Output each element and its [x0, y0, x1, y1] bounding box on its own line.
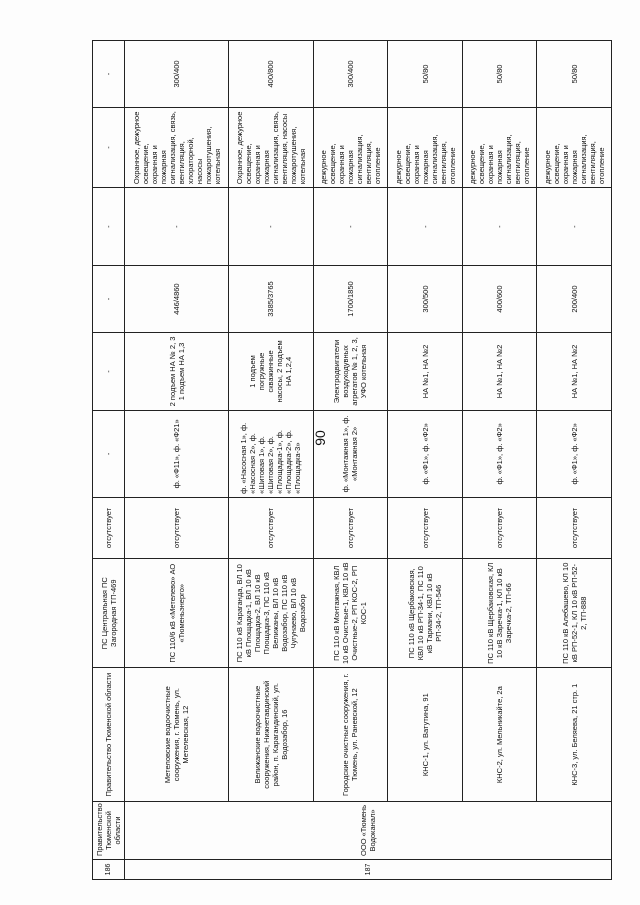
feeders-cell: ф. «Насосная 1», ф. «Насосная 2», ф. «Шитовая 1», ф. «Шитовая 2», ф. «Площадка-1», ф. «Площадка-2», ф. «Площадка-3» [229, 410, 313, 497]
substation-cell: ПС 110 кВ Монтажная, КВЛ 10 кВ Очистные-1, КВЛ 10 кВ Очистные-2, РП КОС-2, РП КОС-1 [313, 559, 388, 668]
substation-cell: ПС Центральная ПС Загородная ТП-469 [93, 559, 125, 668]
power-supply-table [92, 40, 612, 880]
table-row [229, 41, 313, 880]
load-cell: 50/80 [462, 41, 537, 108]
equipment-cell: 2 подъем НА № 2, 3 1 подъем НА 1,3 [125, 332, 229, 410]
dash-cell: - [93, 41, 125, 108]
table-row [537, 41, 612, 880]
object-cell: Велижанские водоочистные сооружения, Нижнетавдинский район, п. Карагандинский, ул. Водозабор, 16 [229, 668, 313, 802]
power-cell: 200/400 [537, 266, 612, 333]
feeders-cell: ф. «Ф11», ф. «Ф21» [125, 410, 229, 497]
feeders-cell: ф. «Ф1», ф. «Ф2» [388, 410, 463, 497]
power-cell: 446/4860 [125, 266, 229, 333]
object-cell: КНС-3, ул. Беляева, 21 стр. 1 [537, 668, 612, 802]
consumers-cell: дежурное освещение, охранная и пожарная сигнализация, вентиляция, отопление [537, 107, 612, 187]
consumers-cell: дежурное освещение, охранная и пожарная сигнализация, вентиляция, отопление [388, 107, 463, 187]
equipment-cell: 1 подъем погружные скважинные насосы, 2 подъем НА 1,2,4 [229, 332, 313, 410]
dash-cell: - [93, 266, 125, 333]
reserve-cell: отсутствует [388, 497, 463, 558]
object-cell: Метеловские водоочистные сооружения, г. Тюмень, ул. Метелевская, 12 [125, 668, 229, 802]
load-cell: 300/400 [313, 41, 388, 108]
consumers-cell: дежурное освещение, охранная и пожарная сигнализация, вентиляция, отопление [462, 107, 537, 187]
substation-cell: ПС 110 кВ Алебашево, КЛ 10 кВ РП-52-1, КЛ 10 кВ РП-52-2, ТП-888 [537, 559, 612, 668]
dash-cell: - [229, 188, 313, 266]
consumers-cell: дежурное освещение, охранная и пожарная сигнализация, вентиляция, отопление [313, 107, 388, 187]
power-cell: 1700/1850 [313, 266, 388, 333]
dash-cell: - [537, 188, 612, 266]
dash-cell: - [93, 188, 125, 266]
power-cell: 3385/3765 [229, 266, 313, 333]
feeders-cell: ф. «Ф1», ф. «Ф2» [537, 410, 612, 497]
object-cell: КНС-1, ул. Ватутина, 91 [388, 668, 463, 802]
org-cell: Правительство Тюменской области [93, 802, 125, 860]
dash-cell: - [388, 188, 463, 266]
row-number: 186 [93, 859, 125, 879]
dash-cell: - [462, 188, 537, 266]
object-cell: Городские очистные сооружения, г. Тюмень, ул. Раневской, 12 [313, 668, 388, 802]
substation-cell: ПС 110 кВ Караганда, ВЛ 10 кВ Площадка-1, ВЛ 10 кВ Площадка-2, ВЛ 10 кВ Площадка-3, ПС 110 кВ Велижаны, ВЛ 10 кВ Водозабор, ПС 110 кВ Чугунаево, ВЛ 10 кВ Водозабор [229, 559, 313, 668]
object-cell: Правительство Тюменской области [93, 668, 125, 802]
load-cell: 400/800 [229, 41, 313, 108]
dash-cell: - [93, 332, 125, 410]
feeders-cell: ф. «Монтажная 1», ф. «Монтажная 2» [313, 410, 388, 497]
equipment-cell: НА №1, НА №2 [388, 332, 463, 410]
equipment-cell: НА №1, НА №2 [462, 332, 537, 410]
dash-cell: - [313, 188, 388, 266]
load-cell: 50/80 [388, 41, 463, 108]
feeders-cell: ф. «Ф1», ф. «Ф2» [462, 410, 537, 497]
table-row [388, 41, 463, 880]
reserve-cell: отсутствует [229, 497, 313, 558]
reserve-cell: отсутствует [93, 497, 125, 558]
reserve-cell: отсутствует [313, 497, 388, 558]
substation-cell: ПС 110 кВ Щербаковская, КВЛ 10 кВ РП-34-1, ПС 110 кВ Тармани, КВЛ 10 кВ РП-34-2, ТП-546 [388, 559, 463, 668]
power-cell: 300/500 [388, 266, 463, 333]
consumers-cell: Охранное, дежурное освещение, охранная и пожарная сигнализация, связь, вентиляция, насосы пожаротушения, котельная [229, 107, 313, 187]
load-cell: 50/80 [537, 41, 612, 108]
object-cell: КНС-2, ул. Мельникайте, 2а [462, 668, 537, 802]
table-row [93, 41, 125, 880]
reserve-cell: отсутствует [462, 497, 537, 558]
reserve-cell: отсутствует [125, 497, 229, 558]
dash-cell: - [93, 410, 125, 497]
page-number: 90 [311, 430, 328, 446]
equipment-cell: НА №1, НА №2 [537, 332, 612, 410]
table-row [313, 41, 388, 880]
consumers-cell: Охранное, дежурное освещение, охранная и пожарная сигнализация, связь, вентиляция, хлораторной, насосы пожаротушения, котельная [125, 107, 229, 187]
power-cell: 400/600 [462, 266, 537, 333]
dash-cell: - [125, 188, 229, 266]
org-cell: ООО «Тюмень Водоканал» [125, 802, 612, 860]
table-row [462, 41, 537, 880]
dash-cell: - [93, 107, 125, 187]
rotated-table-wrapper [92, 40, 612, 880]
substation-cell: ПС 110/6 кВ «Метелево» АО «Тюменьэнерго» [125, 559, 229, 668]
equipment-cell: Электродвигатели воздуходувных агрегатов № 1, 2, 3, УФО котельная [313, 332, 388, 410]
reserve-cell: отсутствует [537, 497, 612, 558]
substation-cell: ПС 110 кВ Щербаковская, КЛ 10 кВ Заречка-1, КЛ 10 кВ Заречка-2, ТП-66 [462, 559, 537, 668]
table-row [125, 41, 229, 880]
load-cell: 300/400 [125, 41, 229, 108]
row-number: 187 [125, 859, 612, 879]
